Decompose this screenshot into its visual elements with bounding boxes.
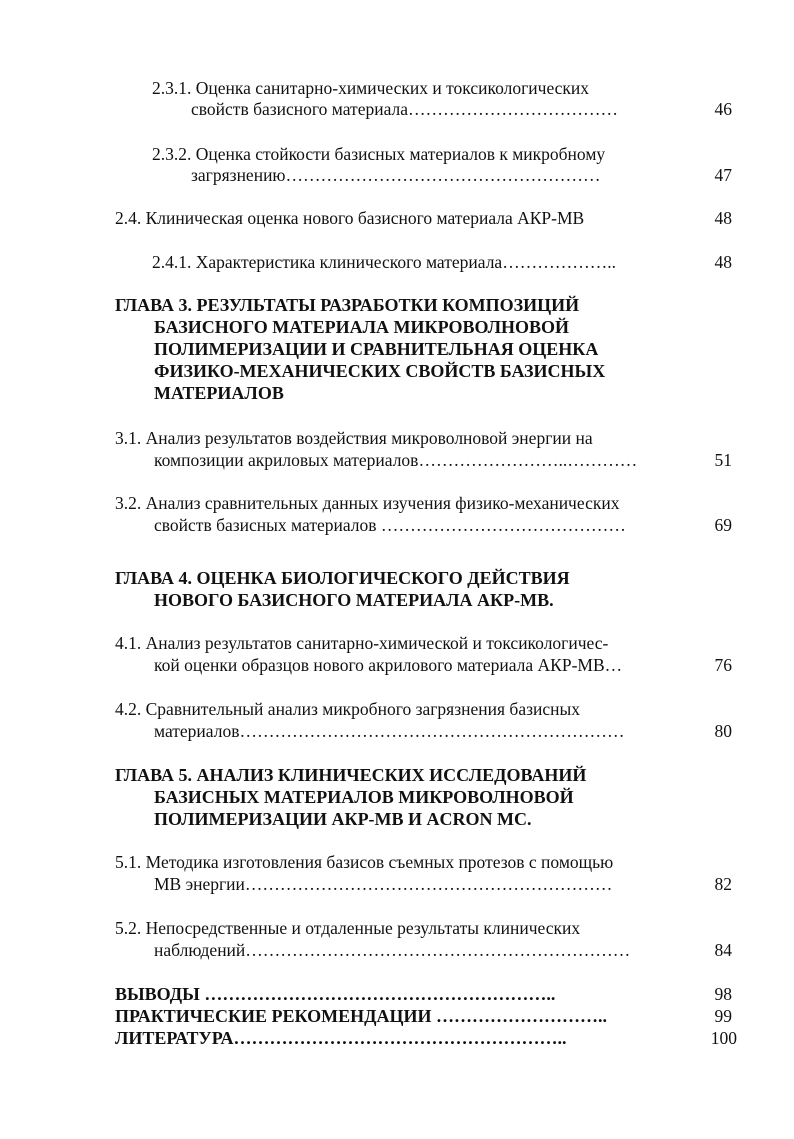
toc-2-4-page: 48 <box>714 208 732 228</box>
toc-2-4-1-page: 48 <box>714 252 732 272</box>
toc-2-3-2-line2: загрязнению……………………………………………… <box>191 165 601 185</box>
chapter-3-title-line1: ГЛАВА 3. РЕЗУЛЬТАТЫ РАЗРАБОТКИ КОМПОЗИЦИЙ <box>115 295 580 315</box>
toc-3-2-line2: свойств базисных материалов …………………………………… <box>154 515 626 535</box>
toc-2-3-1-line2: свойств базисного материала……………………………… <box>191 99 618 119</box>
chapter-3-title-line5: МАТЕРИАЛОВ <box>154 383 284 403</box>
toc-3-2-page: 69 <box>714 515 732 535</box>
toc-4-2-page: 80 <box>714 721 732 741</box>
toc-4-2-line2: материалов………………………………………………………… <box>154 721 625 741</box>
chapter-5-title-line3: ПОЛИМЕРИЗАЦИИ АКР-МВ И ACRON MC. <box>154 809 532 829</box>
chapter-3-title-line3: ПОЛИМЕРИЗАЦИИ И СРАВНИТЕЛЬНАЯ ОЦЕНКА <box>154 339 599 359</box>
toc-2-3-1-page: 46 <box>714 99 732 119</box>
toc-4-2-line1: 4.2. Сравнительный анализ микробного загрязнения базисных <box>115 699 581 719</box>
toc-4-1-line1: 4.1. Анализ результатов санитарно-химической и токсикологичес- <box>115 633 609 653</box>
toc-4-1-line2: кой оценки образцов нового акрилового материала АКР-МВ… <box>154 655 623 675</box>
toc-recommendations: ПРАКТИЧЕСКИЕ РЕКОМЕНДАЦИИ ……………………….. <box>115 1006 608 1026</box>
toc-literature: ЛИТЕРАТУРА……………………………………………….. <box>115 1028 567 1048</box>
chapter-4-title-line1: ГЛАВА 4. ОЦЕНКА БИОЛОГИЧЕСКОГО ДЕЙСТВИЯ <box>115 568 570 588</box>
toc-2-3-2-line1: 2.3.2. Оценка стойкости базисных материалов к микробному <box>152 144 606 164</box>
toc-5-2-line1: 5.2. Непосредственные и отдаленные результаты клинических <box>115 918 581 938</box>
toc-3-1-page: 51 <box>714 450 732 470</box>
toc-literature-page: 100 <box>710 1028 737 1048</box>
toc-4-1-page: 76 <box>714 655 732 675</box>
toc-5-1-line1: 5.1. Методика изготовления базисов съемных протезов с помощью <box>115 852 614 872</box>
toc-5-2-page: 84 <box>714 940 732 960</box>
toc-3-1-line2: композиции акриловых материалов……………………..………… <box>154 450 638 470</box>
toc-2-4-1: 2.4.1. Характеристика клинического материала……………….. <box>152 252 616 272</box>
chapter-5-title-line2: БАЗИСНЫХ МАТЕРИАЛОВ МИКРОВОЛНОВОЙ <box>154 787 574 807</box>
chapter-3-title-line4: ФИЗИКО-МЕХАНИЧЕСКИХ СВОЙСТВ БАЗИСНЫХ <box>154 361 606 381</box>
toc-conclusions-page: 98 <box>714 984 732 1004</box>
toc-5-2-line2: наблюдений………………………………………………………… <box>154 940 631 960</box>
toc-5-1-line2: МВ энергии……………………………………………………… <box>154 874 613 894</box>
toc-2-4: 2.4. Клиническая оценка нового базисного материала АКР-МВ <box>115 208 585 228</box>
chapter-3-title-line2: БАЗИСНОГО МАТЕРИАЛА МИКРОВОЛНОВОЙ <box>154 317 570 337</box>
toc-3-1-line1: 3.1. Анализ результатов воздействия микроволновой энергии на <box>115 428 593 448</box>
toc-conclusions: ВЫВОДЫ ………………………………………………….. <box>115 984 556 1004</box>
toc-5-1-page: 82 <box>714 874 732 894</box>
toc-2-3-2-page: 47 <box>714 165 732 185</box>
toc-2-3-1-line1: 2.3.1. Оценка санитарно-химических и токсикологических <box>152 78 590 98</box>
toc-recommendations-page: 99 <box>714 1006 732 1026</box>
chapter-5-title-line1: ГЛАВА 5. АНАЛИЗ КЛИНИЧЕСКИХ ИССЛЕДОВАНИЙ <box>115 765 587 785</box>
toc-3-2-line1: 3.2. Анализ сравнительных данных изучения физико-механических <box>115 493 620 513</box>
chapter-4-title-line2: НОВОГО БАЗИСНОГО МАТЕРИАЛА АКР-МВ. <box>154 590 554 610</box>
